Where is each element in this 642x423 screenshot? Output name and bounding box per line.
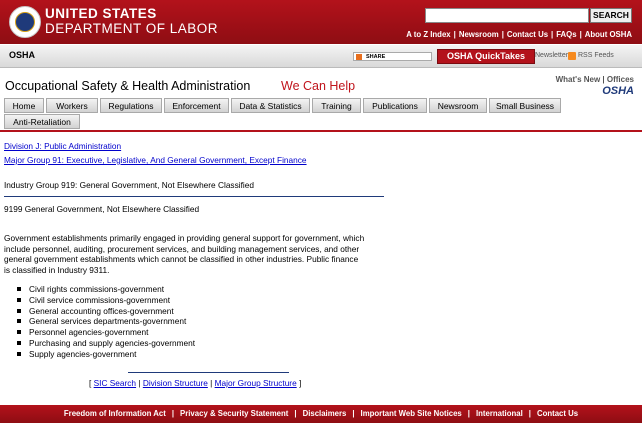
list-item: General accounting offices-government: [17, 306, 195, 317]
quicktakes-logo[interactable]: OSHA QuickTakes: [437, 49, 535, 64]
rss-icon: [568, 52, 576, 60]
separator: |: [579, 30, 582, 39]
tab-newsroom[interactable]: Newsroom: [429, 98, 487, 113]
separator: |: [453, 30, 456, 39]
whats-new-offices-links[interactable]: What's New | Offices: [555, 75, 634, 84]
top-link-contact-us[interactable]: Contact Us: [506, 30, 549, 39]
bracket: [: [89, 378, 94, 388]
bottom-divider: [128, 372, 289, 373]
top-link-about-osha[interactable]: About OSHA: [584, 30, 632, 39]
list-item: Civil service commissions-government: [17, 295, 195, 306]
list-item: Supply agencies-government: [17, 349, 195, 360]
search-button[interactable]: SEARCH: [590, 8, 632, 23]
newsletter-link[interactable]: Newsletter: [535, 52, 569, 59]
major-group-link[interactable]: Major Group 91: Executive, Legislative, And General Government, Except Finance: [4, 155, 307, 165]
separator: |: [171, 409, 175, 418]
top-links: [406, 30, 632, 39]
description: Government establishments primarily engaged in providing general support for government, which include personnel, auditing, procurement services, and building management services, and other general government establishments which cannot be classified in other industries. Public finance is classified in Industry 9311.: [4, 233, 365, 275]
industry-group-text: Industry Group 919: General Government, Not Elsewhere Classified: [4, 180, 254, 190]
separator: |: [501, 30, 504, 39]
rss-label: RSS Feeds: [578, 52, 614, 59]
sic-search-link[interactable]: SIC Search: [93, 378, 137, 388]
sic-items-list: [17, 284, 195, 360]
tab-anti-retaliation[interactable]: Anti-Retaliation: [4, 114, 80, 129]
separator: |: [551, 30, 554, 39]
footer-link-disclaimers[interactable]: Disclaimers: [302, 409, 347, 418]
list-item: General services departments-government: [17, 316, 195, 327]
section-divider: [4, 196, 384, 197]
osha-logo[interactable]: OSHA: [602, 85, 634, 97]
rss-feeds-link[interactable]: [578, 52, 614, 59]
footer-link-privacy[interactable]: Privacy & Security Statement: [180, 409, 289, 418]
list-item: Personnel agencies-government: [17, 327, 195, 338]
footer-link-contact-us[interactable]: Contact Us: [536, 409, 579, 418]
department-title-line1[interactable]: UNITED STATES: [45, 6, 157, 21]
tagline: We Can Help: [281, 79, 356, 93]
footer-link-foia[interactable]: Freedom of Information Act: [63, 409, 166, 418]
tab-data-statistics[interactable]: Data & Statistics: [231, 98, 310, 113]
separator: |: [528, 409, 531, 418]
tab-home[interactable]: Home: [4, 98, 44, 113]
tab-enforcement[interactable]: Enforcement: [164, 98, 229, 113]
department-title-line2[interactable]: DEPARTMENT OF LABOR: [45, 21, 219, 36]
tab-regulations[interactable]: Regulations: [100, 98, 162, 113]
bracket: ]: [296, 378, 302, 388]
footer-link-notices[interactable]: Important Web Site Notices: [360, 409, 462, 418]
tab-training[interactable]: Training: [312, 98, 361, 113]
share-button[interactable]: SHARE: [353, 52, 432, 61]
tab-publications[interactable]: Publications: [363, 98, 427, 113]
division-structure-link[interactable]: Division Structure: [142, 378, 208, 388]
top-link-newsroom[interactable]: Newsroom: [458, 30, 499, 39]
footer-link-international[interactable]: International: [475, 409, 523, 418]
structure-links: [89, 378, 301, 388]
search-input[interactable]: [425, 8, 589, 23]
separator: |: [294, 409, 297, 418]
agency-title: Occupational Safety & Health Administration: [5, 79, 251, 93]
separator: |: [207, 378, 215, 388]
tab-workers[interactable]: Workers: [46, 98, 98, 113]
osha-label: OSHA: [9, 50, 36, 60]
dol-seal-icon[interactable]: [9, 6, 41, 38]
nav-divider: [0, 130, 642, 132]
footer: [0, 405, 642, 423]
header-banner: [0, 0, 642, 44]
sic-title: 9199 General Government, Not Elsewhere Classified: [4, 204, 200, 214]
major-group-structure-link[interactable]: Major Group Structure: [214, 378, 297, 388]
separator: |: [352, 409, 355, 418]
tab-small-business[interactable]: Small Business: [489, 98, 561, 113]
list-item: Civil rights commissions-government: [17, 284, 195, 295]
separator: |: [467, 409, 470, 418]
list-item: Purchasing and supply agencies-government: [17, 338, 195, 349]
division-link[interactable]: Division J: Public Administration: [4, 141, 122, 151]
top-link-faqs[interactable]: FAQs: [556, 30, 577, 39]
top-link-a-to-z[interactable]: A to Z Index: [406, 30, 451, 39]
separator: |: [136, 378, 143, 388]
